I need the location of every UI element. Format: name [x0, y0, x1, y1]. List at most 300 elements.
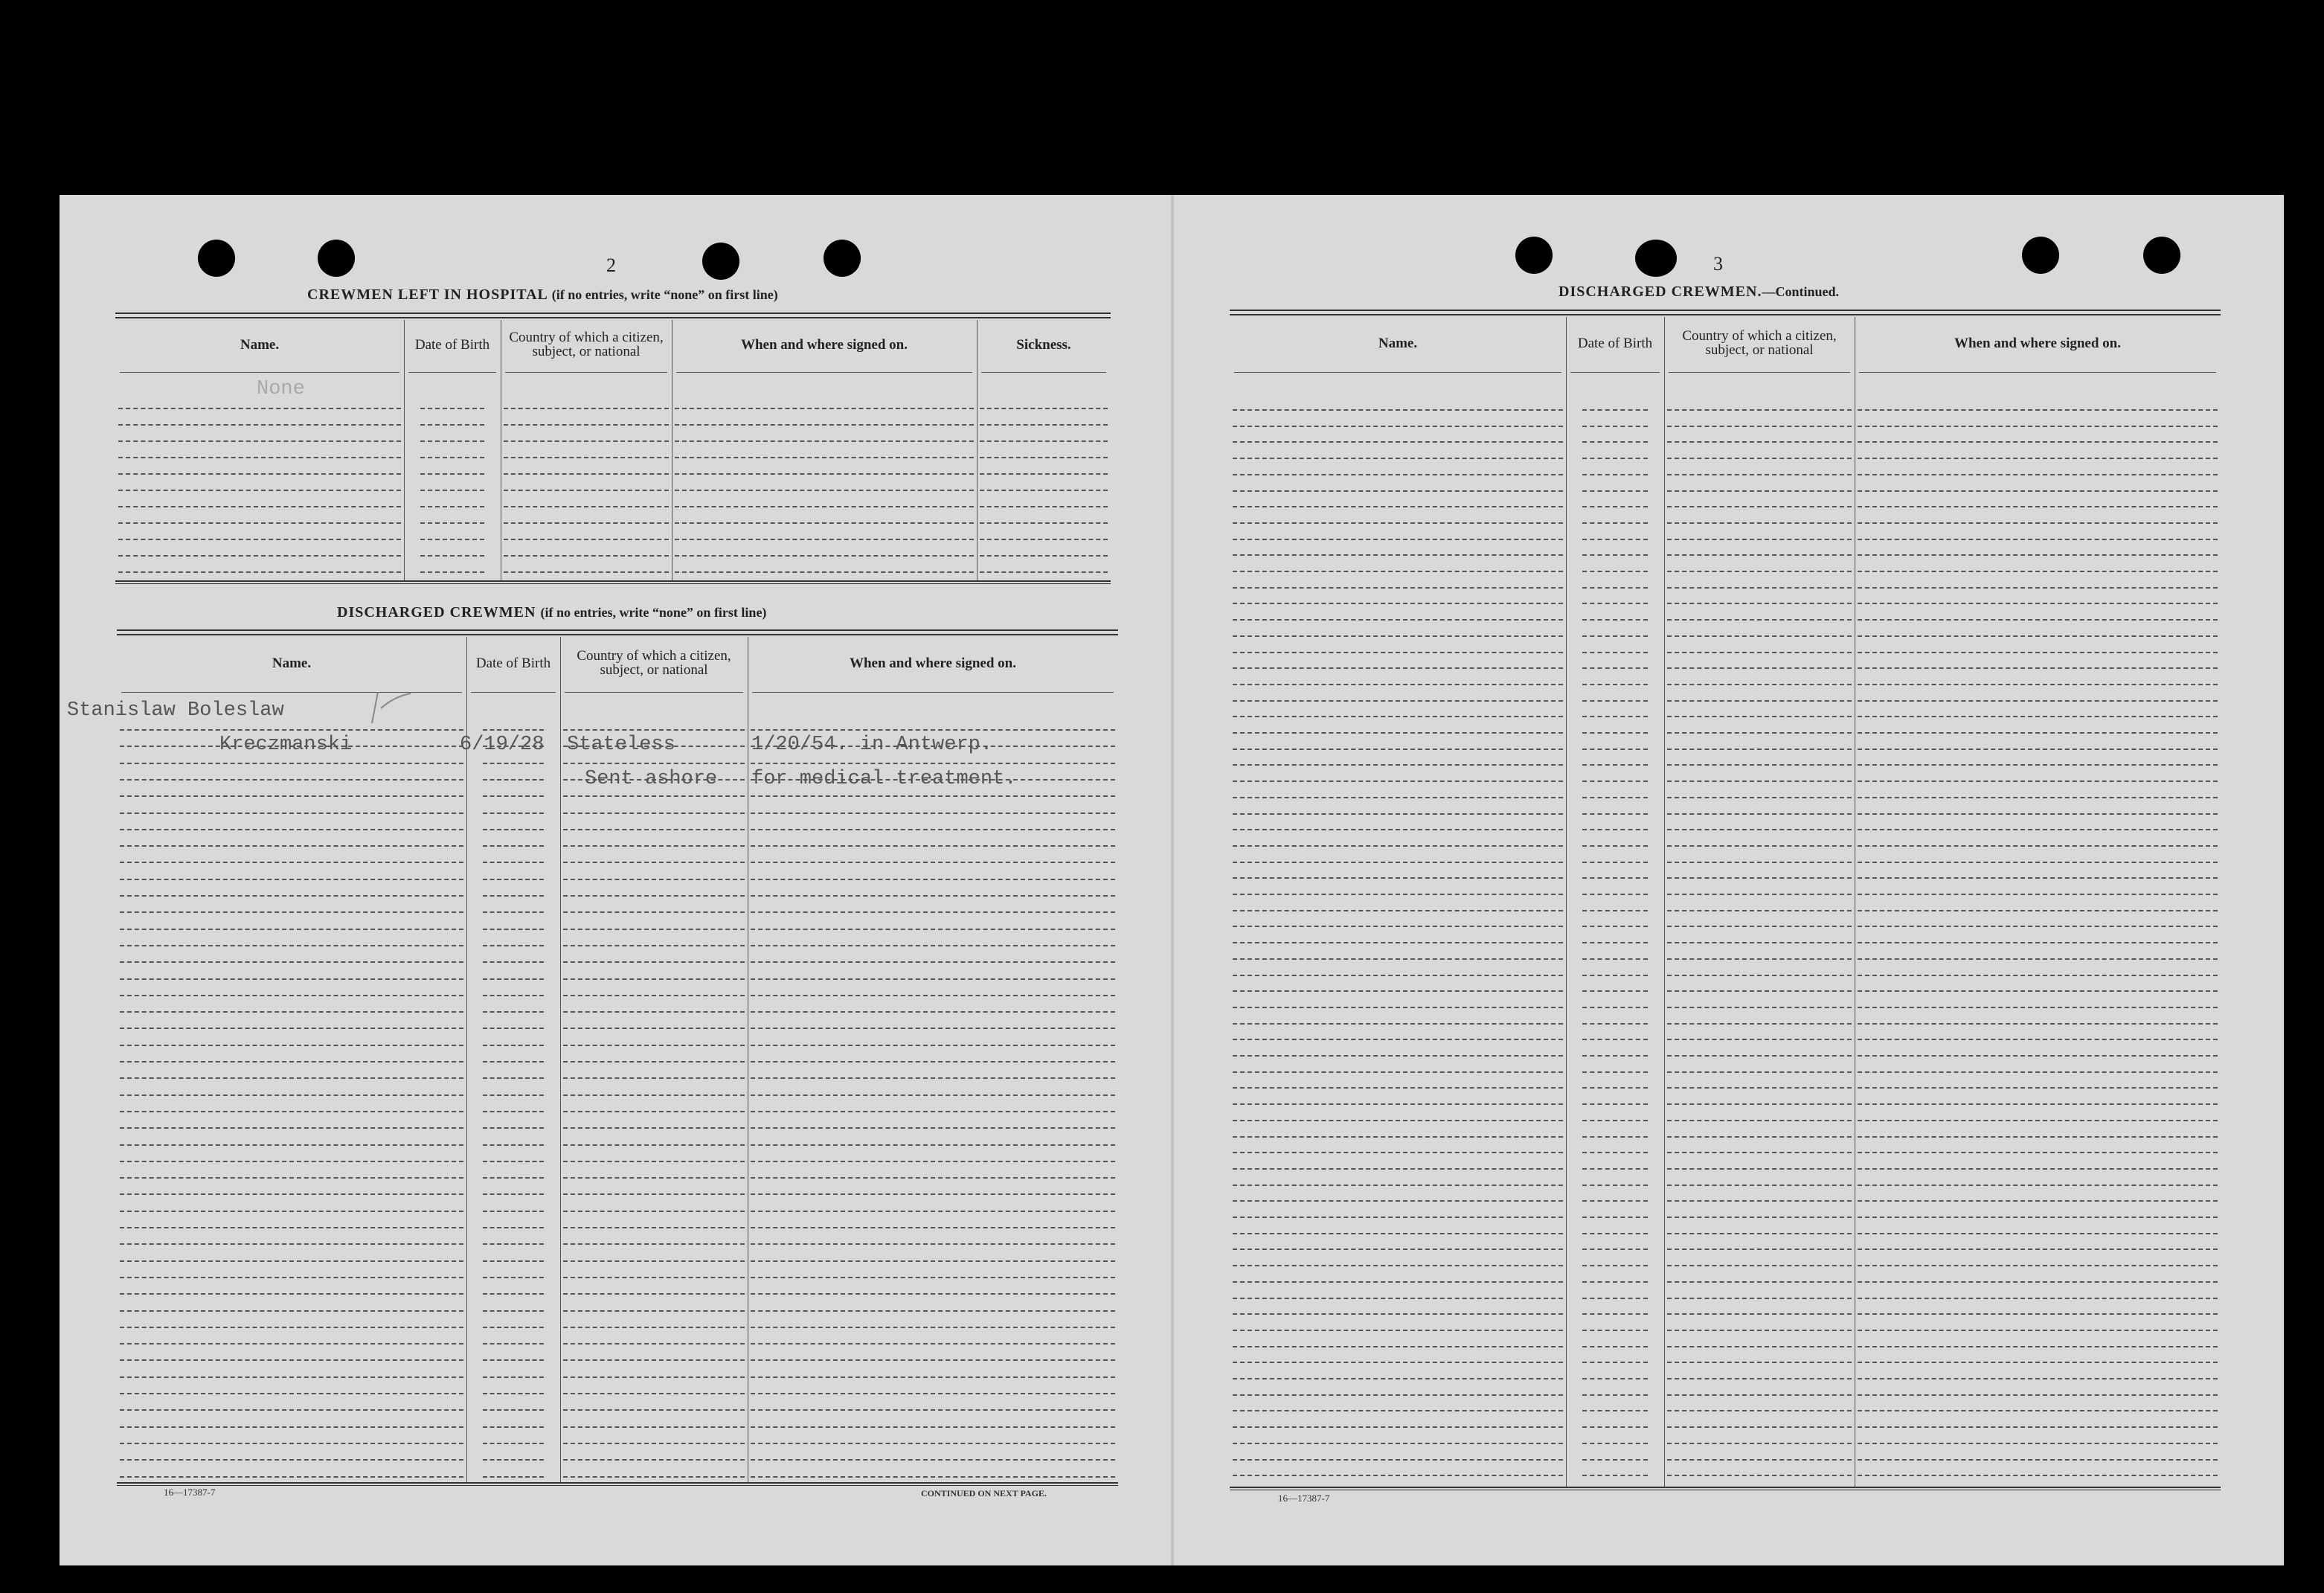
dotted-row-line — [483, 995, 544, 996]
dotted-row-line — [1667, 958, 1852, 960]
dotted-row-line — [483, 1028, 544, 1029]
discharged-title-note: (if no entries, write “none” on first line) — [540, 605, 767, 620]
dotted-row-line — [1582, 894, 1648, 895]
dotted-row-line — [1233, 829, 1563, 830]
dotted-row-line — [1858, 409, 2218, 411]
entry-name-line1: Stanislaw Boleslaw — [67, 699, 284, 722]
dotted-row-line — [751, 729, 1115, 731]
dotted-row-line — [1233, 1313, 1563, 1315]
dotted-row-line — [1667, 1459, 1852, 1461]
dotted-row-line — [1858, 1200, 2218, 1202]
dotted-row-line — [563, 895, 745, 897]
punch-hole — [2143, 237, 2180, 274]
dotted-row-line — [483, 978, 544, 980]
dotted-row-line — [483, 1227, 544, 1228]
double-rule-bottom — [115, 317, 1111, 318]
dotted-row-line — [1667, 1039, 1852, 1040]
dotted-row-line — [1858, 441, 2218, 443]
dotted-row-line — [1233, 1362, 1563, 1363]
dotted-row-line — [1233, 587, 1563, 589]
dotted-row-line — [420, 490, 484, 491]
column-header: Country of which a citizen, subject, or national — [509, 330, 664, 359]
dotted-row-line — [120, 978, 463, 980]
dotted-row-line — [1233, 667, 1563, 669]
dotted-row-line — [1582, 506, 1648, 507]
dotted-row-line — [1582, 1120, 1648, 1121]
dotted-row-line — [1582, 813, 1648, 815]
dotted-row-line — [1858, 1313, 2218, 1315]
dotted-row-line — [1582, 1298, 1648, 1299]
dotted-row-line — [1667, 1330, 1852, 1331]
dotted-row-line — [980, 522, 1108, 524]
dotted-row-line — [120, 945, 463, 946]
dotted-row-line — [1858, 1459, 2218, 1461]
dotted-row-line — [1233, 1426, 1563, 1428]
dotted-row-line — [120, 1211, 463, 1212]
dotted-row-line — [1582, 845, 1648, 847]
dotted-row-line — [1582, 990, 1648, 992]
table-bottom-rule — [115, 580, 1111, 582]
column-divider — [1566, 317, 1567, 1487]
dotted-row-line — [1582, 716, 1648, 717]
dotted-row-line — [751, 1193, 1115, 1195]
entry-signed-on-line2: for medical treatment. — [751, 768, 1017, 790]
dotted-row-line — [1233, 1346, 1563, 1347]
dotted-row-line — [751, 1426, 1115, 1428]
dotted-row-line — [980, 490, 1108, 491]
dotted-row-line — [1233, 1233, 1563, 1234]
dotted-row-line — [420, 506, 484, 507]
hospital-section-title — [307, 286, 778, 304]
dotted-row-line — [120, 1193, 463, 1195]
dotted-row-line — [1858, 975, 2218, 976]
dotted-row-line — [1582, 522, 1648, 524]
double-rule-bottom — [117, 634, 1118, 635]
dotted-row-line — [1233, 797, 1563, 798]
dotted-row-line — [980, 539, 1108, 540]
dotted-row-line — [483, 862, 544, 863]
dotted-row-line — [1858, 1249, 2218, 1250]
dotted-row-line — [1858, 1475, 2218, 1476]
punch-hole — [1515, 237, 1553, 274]
dotted-row-line — [1233, 1459, 1563, 1461]
dotted-row-line — [751, 1277, 1115, 1278]
header-underline — [676, 372, 972, 373]
dotted-row-line — [563, 845, 745, 847]
dotted-row-line — [1858, 1362, 2218, 1363]
dotted-row-line — [1667, 764, 1852, 766]
table-bottom-rule — [1230, 1487, 2221, 1488]
dotted-row-line — [1233, 539, 1563, 540]
dotted-row-line — [120, 1161, 463, 1162]
dotted-row-line — [1858, 894, 2218, 895]
dotted-row-line — [1233, 1103, 1563, 1105]
dotted-row-line — [1582, 635, 1648, 637]
dotted-row-line — [120, 1426, 463, 1428]
dotted-row-line — [1858, 684, 2218, 685]
dotted-row-line — [1233, 942, 1563, 943]
punch-hole — [318, 240, 355, 277]
dotted-row-line — [563, 1127, 745, 1129]
dotted-row-line — [1233, 862, 1563, 863]
dotted-row-line — [1667, 1298, 1852, 1299]
dotted-row-line — [118, 490, 401, 491]
dotted-row-line — [1233, 554, 1563, 556]
dotted-row-line — [1667, 716, 1852, 717]
dotted-row-line — [483, 961, 544, 963]
dotted-row-line — [1858, 490, 2218, 492]
dotted-row-line — [751, 879, 1115, 880]
dotted-row-line — [120, 1443, 463, 1444]
dotted-row-line — [563, 1094, 745, 1096]
dotted-row-line — [1233, 1200, 1563, 1202]
dotted-row-line — [1582, 652, 1648, 653]
dotted-row-line — [1667, 426, 1852, 427]
dotted-row-line — [504, 457, 669, 458]
dotted-row-line — [504, 473, 669, 475]
dotted-row-line — [1667, 700, 1852, 702]
dotted-row-line — [1582, 1249, 1648, 1250]
page-fold — [1171, 195, 1174, 1565]
dotted-row-line — [120, 961, 463, 963]
dotted-row-line — [563, 1293, 745, 1295]
dotted-row-line — [1667, 635, 1852, 637]
dotted-row-line — [1858, 1136, 2218, 1138]
dotted-row-line — [1858, 603, 2218, 604]
dotted-row-line — [1233, 506, 1563, 507]
dotted-row-line — [120, 1177, 463, 1179]
dotted-row-line — [980, 424, 1108, 426]
dotted-row-line — [1233, 1152, 1563, 1153]
dotted-row-line — [751, 1227, 1115, 1228]
page-number: 2 — [606, 254, 616, 276]
dotted-row-line — [420, 522, 484, 524]
dotted-row-line — [1233, 603, 1563, 604]
dotted-row-line — [563, 911, 745, 913]
column-divider — [560, 637, 561, 1482]
dotted-row-line — [675, 555, 974, 557]
dotted-row-line — [1233, 1378, 1563, 1379]
dotted-row-line — [1667, 1055, 1852, 1057]
dotted-row-line — [1858, 539, 2218, 540]
dotted-row-line — [1582, 732, 1648, 734]
dotted-row-line — [483, 911, 544, 913]
dotted-row-line — [483, 1459, 544, 1461]
dotted-row-line — [1667, 845, 1852, 847]
dotted-row-line — [483, 1061, 544, 1062]
dotted-row-line — [1582, 975, 1648, 976]
dotted-row-line — [751, 845, 1115, 847]
dotted-row-line — [1667, 829, 1852, 830]
dotted-row-line — [1667, 1071, 1852, 1073]
dotted-row-line — [1858, 474, 2218, 475]
column-divider — [977, 320, 978, 580]
dotted-row-line — [1667, 603, 1852, 604]
dotted-row-line — [483, 1094, 544, 1096]
punch-hole — [1635, 240, 1677, 277]
dotted-row-line — [1858, 1023, 2218, 1025]
dotted-row-line — [1667, 1410, 1852, 1411]
dotted-row-line — [1858, 958, 2218, 960]
dotted-row-line — [751, 1409, 1115, 1411]
dotted-row-line — [1582, 958, 1648, 960]
dotted-row-line — [1582, 877, 1648, 879]
dotted-row-line — [1667, 1426, 1852, 1428]
dotted-row-line — [1582, 764, 1648, 766]
dotted-row-line — [1233, 1120, 1563, 1121]
dotted-row-line — [483, 1277, 544, 1278]
dotted-row-line — [120, 1409, 463, 1411]
dotted-row-line — [504, 539, 669, 540]
dotted-row-line — [751, 1260, 1115, 1262]
dotted-row-line — [1858, 554, 2218, 556]
dotted-row-line — [751, 1094, 1115, 1096]
header-underline — [1859, 372, 2216, 373]
dotted-row-line — [1582, 1087, 1648, 1089]
dotted-row-line — [563, 1260, 745, 1262]
dotted-row-line — [1858, 862, 2218, 863]
dotted-row-line — [1858, 700, 2218, 702]
dotted-row-line — [1233, 1217, 1563, 1218]
punch-hole — [198, 240, 235, 277]
dotted-row-line — [1582, 603, 1648, 604]
continued-suffix: —Continued. — [1762, 284, 1839, 299]
dotted-row-line — [420, 424, 484, 426]
dotted-row-line — [1858, 1265, 2218, 1266]
dotted-row-line — [1582, 409, 1648, 411]
dotted-row-line — [1858, 426, 2218, 427]
dotted-row-line — [751, 1243, 1115, 1245]
dotted-row-line — [1582, 942, 1648, 943]
dotted-row-line — [751, 1393, 1115, 1394]
dotted-row-line — [420, 440, 484, 442]
dotted-row-line — [1233, 1007, 1563, 1008]
dotted-row-line — [1582, 474, 1648, 475]
dotted-row-line — [120, 779, 463, 781]
dotted-row-line — [1667, 1346, 1852, 1347]
dotted-row-line — [483, 1476, 544, 1478]
dotted-row-line — [1233, 1394, 1563, 1396]
dotted-row-line — [751, 1177, 1115, 1179]
dotted-row-line — [483, 1193, 544, 1195]
dotted-row-line — [1233, 894, 1563, 895]
punch-hole — [702, 243, 739, 280]
dotted-row-line — [751, 995, 1115, 996]
dotted-row-line — [563, 945, 745, 946]
dotted-row-line — [563, 1193, 745, 1195]
dotted-row-line — [563, 961, 745, 963]
dotted-row-line — [483, 1409, 544, 1411]
form-number: 16—17387-7 — [164, 1487, 216, 1498]
dotted-row-line — [483, 1343, 544, 1344]
dotted-row-line — [1858, 781, 2218, 782]
dotted-row-line — [118, 539, 401, 540]
column-header: Date of Birth — [1577, 335, 1653, 351]
dotted-row-line — [120, 1293, 463, 1295]
dotted-row-line — [1233, 571, 1563, 572]
dotted-row-line — [483, 795, 544, 797]
dotted-row-line — [120, 829, 463, 830]
column-header: When and where signed on. — [849, 655, 1016, 671]
dotted-row-line — [563, 795, 745, 797]
dotted-row-line — [1233, 684, 1563, 685]
table-bottom-rule — [115, 583, 1111, 584]
dotted-row-line — [1582, 554, 1648, 556]
dotted-row-line — [120, 1393, 463, 1394]
dotted-row-line — [1667, 587, 1852, 589]
dotted-row-line — [751, 1476, 1115, 1478]
dotted-row-line — [563, 879, 745, 880]
dotted-row-line — [1667, 894, 1852, 895]
dotted-row-line — [751, 945, 1115, 946]
dotted-row-line — [120, 895, 463, 897]
dotted-row-line — [1667, 1168, 1852, 1170]
dotted-row-line — [1233, 635, 1563, 637]
dotted-row-line — [1858, 1443, 2218, 1444]
dotted-row-line — [1858, 1330, 2218, 1331]
column-header: Date of Birth — [414, 336, 490, 353]
header-underline — [408, 372, 496, 373]
dotted-row-line — [751, 961, 1115, 963]
dotted-row-line — [483, 1393, 544, 1394]
dotted-row-line — [504, 555, 669, 557]
dotted-row-line — [504, 490, 669, 491]
dotted-row-line — [1667, 926, 1852, 927]
dotted-row-line — [751, 1111, 1115, 1112]
dotted-row-line — [1667, 1313, 1852, 1315]
dotted-row-line — [1582, 1475, 1648, 1476]
dotted-row-line — [120, 845, 463, 847]
dotted-row-line — [1582, 1281, 1648, 1283]
dotted-row-line — [420, 539, 484, 540]
dotted-row-line — [563, 763, 745, 764]
dotted-row-line — [1667, 862, 1852, 863]
dotted-row-line — [1667, 1103, 1852, 1105]
dotted-row-line — [1858, 1185, 2218, 1186]
dotted-row-line — [563, 1376, 745, 1378]
dotted-row-line — [751, 1310, 1115, 1312]
dotted-row-line — [420, 571, 484, 573]
dotted-row-line — [1667, 684, 1852, 685]
dotted-row-line — [751, 1359, 1115, 1361]
dotted-row-line — [1858, 1217, 2218, 1218]
dotted-row-line — [1667, 667, 1852, 669]
dotted-row-line — [1582, 1313, 1648, 1315]
dotted-row-line — [1233, 764, 1563, 766]
dotted-row-line — [1667, 1087, 1852, 1089]
dotted-row-line — [675, 473, 974, 475]
dotted-row-line — [1858, 1120, 2218, 1121]
dotted-row-line — [1582, 1007, 1648, 1008]
dotted-row-line — [563, 1327, 745, 1328]
dotted-row-line — [675, 506, 974, 507]
dotted-row-line — [483, 929, 544, 930]
dotted-row-line — [120, 1310, 463, 1312]
dotted-row-line — [1858, 1152, 2218, 1153]
dotted-row-line — [563, 729, 745, 731]
dotted-row-line — [563, 1111, 745, 1112]
punch-hole — [2022, 237, 2059, 274]
dotted-row-line — [1582, 700, 1648, 702]
entry-name-line2: Kreczmanski — [219, 734, 353, 756]
dotted-row-line — [1858, 1394, 2218, 1396]
dotted-row-line — [751, 829, 1115, 830]
dotted-row-line — [1582, 684, 1648, 685]
dotted-row-line — [1667, 539, 1852, 540]
dotted-row-line — [483, 1243, 544, 1245]
header-underline — [752, 692, 1114, 693]
dotted-row-line — [1858, 990, 2218, 992]
dotted-row-line — [1582, 1378, 1648, 1379]
dotted-row-line — [483, 895, 544, 897]
dotted-row-line — [1667, 975, 1852, 976]
dotted-row-line — [1667, 441, 1852, 443]
dotted-row-line — [1233, 1071, 1563, 1073]
dotted-row-line — [1582, 1459, 1648, 1461]
dotted-row-line — [751, 1144, 1115, 1146]
dotted-row-line — [120, 1061, 463, 1062]
dotted-row-line — [504, 408, 669, 409]
dotted-row-line — [1582, 571, 1648, 572]
dotted-row-line — [483, 1045, 544, 1046]
dotted-row-line — [675, 440, 974, 442]
dotted-row-line — [751, 1061, 1115, 1062]
dotted-row-line — [1233, 813, 1563, 815]
dotted-row-line — [1667, 474, 1852, 475]
dotted-row-line — [1667, 458, 1852, 459]
dotted-row-line — [1233, 1265, 1563, 1266]
dotted-row-line — [563, 1343, 745, 1344]
dotted-row-line — [1667, 1007, 1852, 1008]
dotted-row-line — [751, 1045, 1115, 1046]
dotted-row-line — [563, 1144, 745, 1146]
dotted-row-line — [751, 1211, 1115, 1212]
dotted-row-line — [751, 1443, 1115, 1444]
dotted-row-line — [1233, 1281, 1563, 1283]
dotted-row-line — [1582, 862, 1648, 863]
dotted-row-line — [563, 1211, 745, 1212]
dotted-row-line — [1233, 990, 1563, 992]
dotted-row-line — [980, 506, 1108, 507]
dotted-row-line — [751, 1459, 1115, 1461]
dotted-row-line — [1858, 1233, 2218, 1234]
dotted-row-line — [483, 1327, 544, 1328]
dotted-row-line — [1667, 1120, 1852, 1121]
dotted-row-line — [1667, 1136, 1852, 1138]
dotted-row-line — [120, 812, 463, 814]
dotted-row-line — [1667, 781, 1852, 782]
dotted-row-line — [1667, 797, 1852, 798]
dotted-row-line — [1233, 1039, 1563, 1040]
dotted-row-line — [1667, 990, 1852, 992]
dotted-row-line — [751, 1376, 1115, 1378]
discharged-continued-title — [1559, 283, 1839, 301]
dotted-row-line — [504, 522, 669, 524]
dotted-row-line — [1858, 1281, 2218, 1283]
dotted-row-line — [675, 571, 974, 573]
dotted-row-line — [1667, 749, 1852, 750]
page-number: 3 — [1713, 253, 1723, 275]
dotted-row-line — [751, 763, 1115, 764]
table-bottom-rule — [117, 1482, 1118, 1484]
dotted-row-line — [483, 1310, 544, 1312]
column-divider — [672, 320, 673, 580]
hospital-title-note: (if no entries, write “none” on first line) — [551, 287, 778, 302]
dotted-row-line — [1858, 942, 2218, 943]
dotted-row-line — [120, 1094, 463, 1096]
dotted-row-line — [1233, 1087, 1563, 1089]
dotted-row-line — [483, 763, 544, 764]
